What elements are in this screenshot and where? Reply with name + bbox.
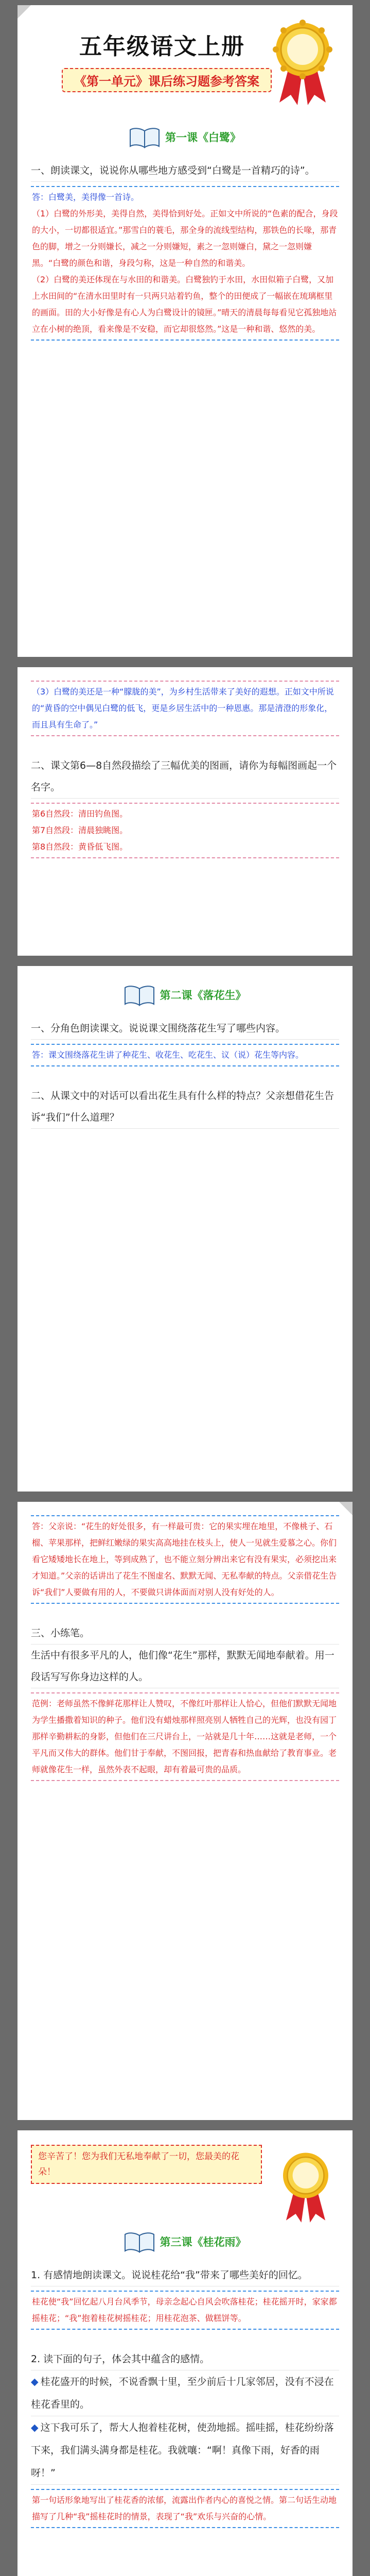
diamond-bullet-icon: ◆ <box>31 2376 39 2387</box>
lesson-2-label: 第二课《落花生》 <box>160 989 246 1002</box>
lesson-3-answer-1 <box>31 2291 339 2330</box>
lesson-1-answer-1 <box>31 186 339 341</box>
lesson-3-answer-2 <box>31 2489 339 2528</box>
unit-banner: 《第一单元》课后练习题参考答案 <box>62 68 272 92</box>
lesson-2-heading <box>31 980 339 1009</box>
sentence-item <box>31 2416 339 2485</box>
answer-line: 答：父亲说：“花生的好处很多，有一样最可贵：它的果实埋在地里，不像桃子、石榴、苹果那样，把鲜红嫩绿的果实高高地挂在枝头上，使人一见就生爱慕之心。你们看它矮矮地长在地上，等到成熟了，也不能立刻分辨出来它有没有果实，必须挖出来才知道。”父亲的话讲出了花生不图虚名、默默无闻、无私奉献的特点。父亲借花生告诉“我们”人要做有用的人，不要做只讲体面而对别人没有好处的人。 <box>32 1521 337 1597</box>
lesson-3-heading <box>31 2227 339 2256</box>
card-lesson-2 <box>17 966 353 1492</box>
page-title: 五年级语文上册 <box>79 33 245 60</box>
lesson-3-label: 第三课《桂花雨》 <box>160 2236 246 2248</box>
lesson-3-question-1: 1. 有感情地朗读课文。说说桂花给“我”带来了哪些美好的回忆。 <box>31 2264 339 2286</box>
medal-icon <box>277 2147 334 2224</box>
answer-line: 范例：老师虽然不像鲜花那样让人赞叹，不像红叶那样让人恰心，但他们默默无闻地为学生播撒着知识的种子。他们没有蜡烛那样照亮别人牺牲自己的光辉，也没有园丁那样辛勤耕耘的身影，但他们在三尺讲台上，一站就是几十年……这就是老师，一个平凡而又伟大的群体。他们甘于奉献，不图回报，把青春和热血献给了教育事业。老师就像花生一样，虽然外表不起眼，却有着最可贵的品质。 <box>32 1699 337 1774</box>
answer-line: 第8自然段：黄昏低飞图。 <box>32 842 128 852</box>
answer-line: 第一句话形象地写出了桂花香的浓郁，流露出作者内心的喜悦之情。第二句话生动地描写了几种“我”摇桂花时的情景，表现了“我”欢乐与兴奋的心情。 <box>32 2495 337 2521</box>
corner-decoration <box>339 1502 353 1515</box>
lesson-3-question-2: 2. 读下面的句子，体会其中蕴含的感情。 <box>31 2348 339 2370</box>
lesson-1-heading <box>31 123 339 151</box>
open-book-icon <box>129 126 160 148</box>
card-lesson-3 <box>17 2130 353 2576</box>
lesson-2-question-2: 二、从课文中的对话可以看出花生具有什么样的特点？父亲想借花生告诉“我们”什么道理？ <box>31 1085 339 1129</box>
diamond-bullet-icon: ◆ <box>31 2422 39 2433</box>
answer-line: 答：课文围绕落花生讲了种花生、收花生、吃花生、议（说）花生等内容。 <box>32 1050 304 1060</box>
lesson-1-answer-1-cont <box>31 681 339 736</box>
lesson-1-answer-2 <box>31 803 339 858</box>
corner-decoration <box>17 5 31 19</box>
lesson-2-answer-2 <box>31 1515 339 1604</box>
answer-line: 第7自然段：清晨独眺图。 <box>32 825 128 835</box>
title-block <box>31 14 339 117</box>
lesson-2-question-1: 一、分角色朗读课文。说说课文围绕落花生写了哪些内容。 <box>31 1018 339 1040</box>
answer-line: 第6自然段：清田钓鱼图。 <box>32 809 128 819</box>
answer-line: （3）白鹭的美还是一种“朦胧的美”，为乡村生活带来了美好的遐想。正如文中所说的“黄昏的空中偶见白鹭的低飞，更是乡居生活中的一种恩惠。那是清澄的形象化，而且具有生命了。” <box>32 687 334 730</box>
open-book-icon <box>124 2230 155 2253</box>
lesson-2-question-3: 三、小练笔。 <box>31 1622 339 1645</box>
answer-line: （1）白鹭的外形美，美得自然，美得恰到好处。正如文中所说的“色素的配合，身段的大小，一切都很适宜。”那雪白的蓑毛，那全身的流线型结构，那铁色的长喙，那青色的脚，增之一分则嫌长，减之一分则嫌短，素之一忽则嫌白，黛之一忽则嫌黑。“白鹭的颜色和谐，身段匀称，这是一种自然的和谐美。 <box>32 209 338 268</box>
lesson-1-label: 第一课《白鹭》 <box>165 131 241 144</box>
sentence-text: 桂花盛开的时候，不说香飘十里，至少前后十几家邻居，没有不浸在桂花香里的。 <box>31 2376 334 2410</box>
lesson-2-answer-1 <box>31 1044 339 1066</box>
lesson-1-question-1: 一、朗读课文，说说你从哪些地方感受到“白鹭是一首精巧的诗”。 <box>31 160 339 182</box>
answer-line: （2）白鹭的美还体现在与水田的和谐美。白鹭独钓于水田，水田似箱子白鹭，又加上水田间的“在清水田里时有一只两只站着钓鱼，整个的田便成了一幅嵌在琉璃框里的画面。田的大小好像是有心人为白鹭设计的镜匣。”晴天的清晨每每看见它孤独地站立在小树的绝顶，看来像是不安稳，而它却很悠然。”这是一种和谐、悠然的美。 <box>32 275 337 334</box>
lesson-2-answer-3 <box>31 1692 339 1781</box>
card-lesson-1-cont <box>17 667 353 956</box>
card-lesson-2-cont <box>17 1502 353 2120</box>
medal-icon <box>269 18 336 105</box>
answer-line: 答：白鹭美，美得像一首诗。 <box>32 192 139 202</box>
answer-line: 桂花使“我”回忆起八月台风季节，母亲念起心自风会吹落桂花；桂花摇开时，家家都摇桂花；“我”抱着桂花树摇桂花；用桂花泡茶、做糕饼等。 <box>32 2297 337 2323</box>
open-book-icon <box>124 984 155 1006</box>
lesson-1-question-2: 二、课文第6—8自然段描绘了三幅优美的图画，请你为每幅图画起一个名字。 <box>31 755 339 799</box>
notice-banner: 您辛苦了！您为我们无私地奉献了一切，您最美的花朵！ <box>31 2145 262 2184</box>
sentence-item <box>31 2370 339 2416</box>
lesson-2-question-3-prompt: 生活中有很多平凡的人，他们像“花生”那样，默默无闻地奉献着。用一段话写写你身边这样的人。 <box>31 1645 339 1688</box>
card-lesson-1 <box>17 5 353 657</box>
sentence-text: 这下我可乐了，帮大人抱着桂花树，使劲地摇。摇哇摇，桂花纷纷落下来，我们满头满身都是桂花。我就嚷：“啊！真像下雨，好香的雨呀！” <box>31 2422 334 2479</box>
